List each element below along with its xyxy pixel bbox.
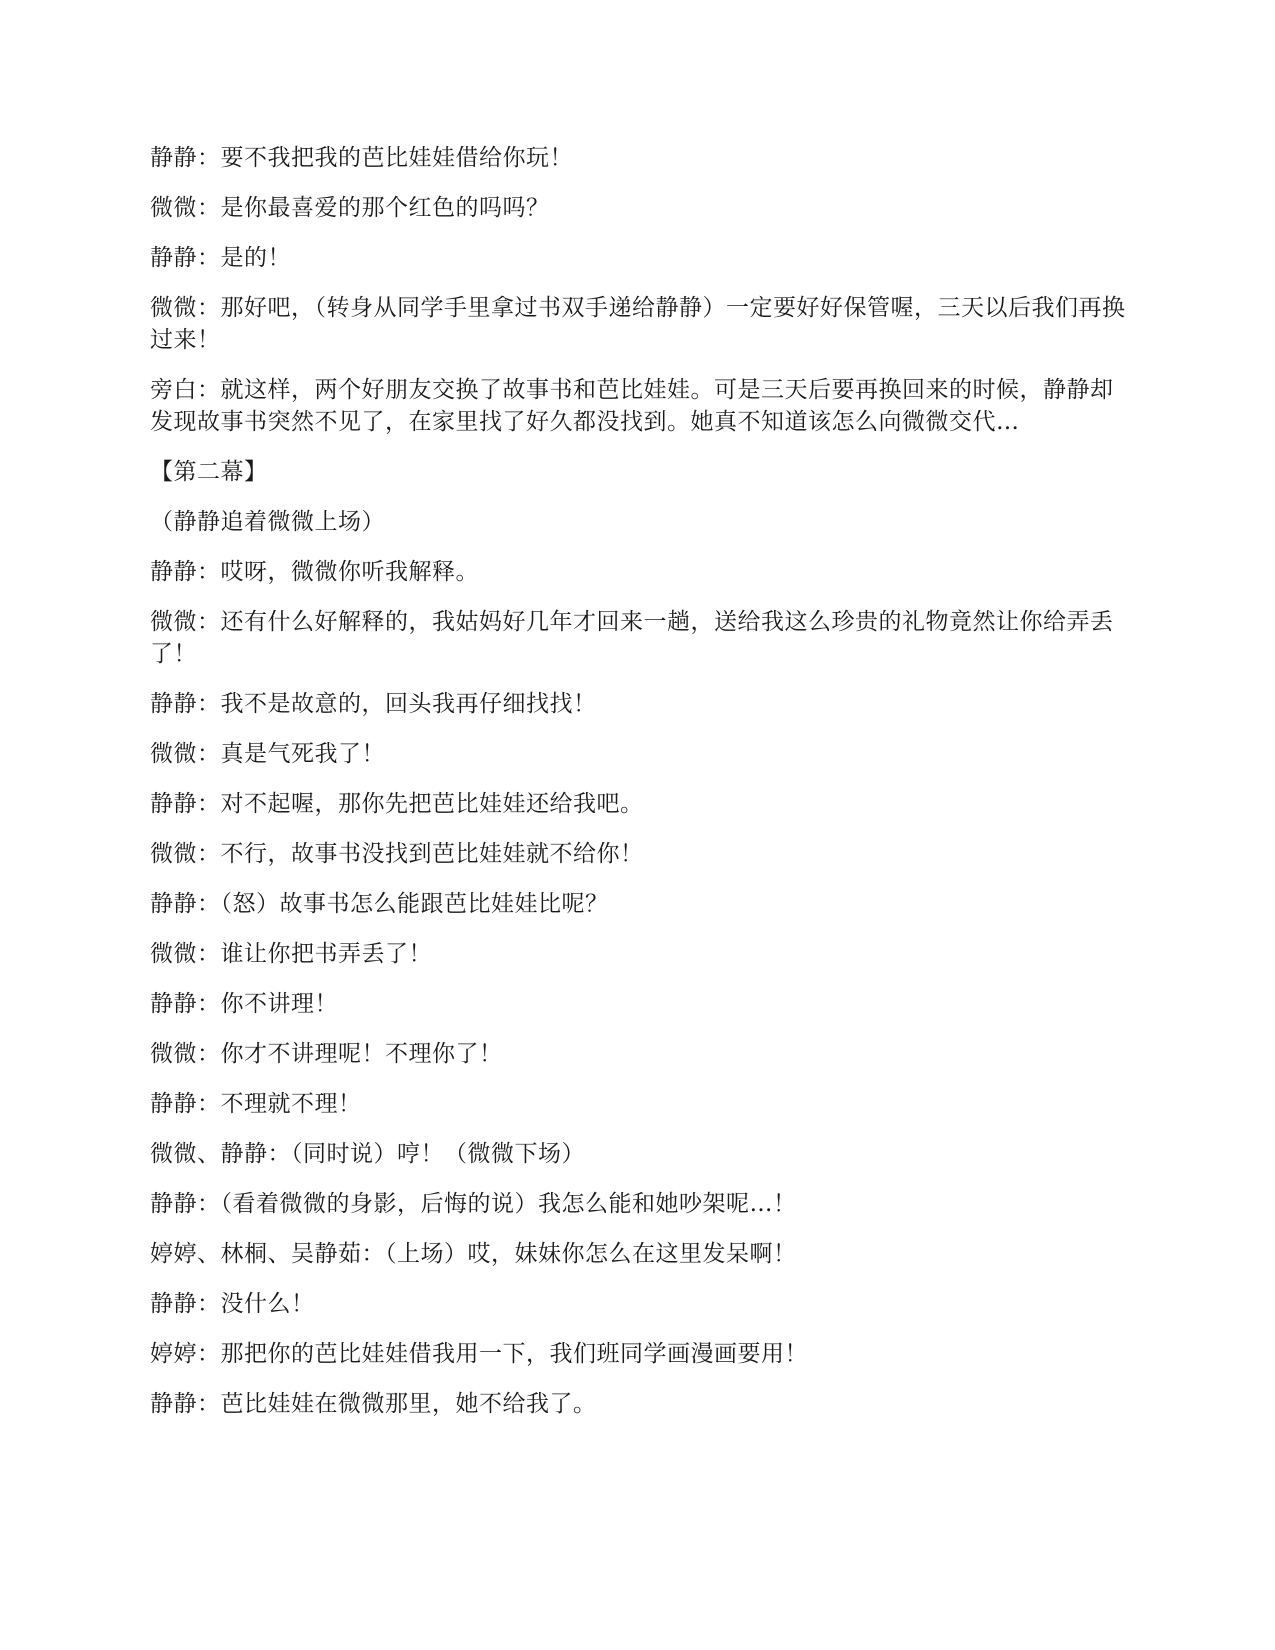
document-page (150, 142, 1130, 1438)
dialogue-line: 微微、静静：（同时说）哼！（微微下场） (150, 1141, 585, 1167)
stage-direction: （静静追着微微上场） (150, 509, 385, 535)
dialogue-line: 静静：没什么！ (150, 1291, 315, 1317)
dialogue-line: 微微：你才不讲理呢！不理你了！ (150, 1041, 503, 1067)
dialogue-line: 静静：不理就不理！ (150, 1091, 362, 1117)
dialogue-line: 静静：我不是故意的，回头我再仔细找找！ (150, 691, 597, 717)
dialogue-line: 微微：真是气死我了！ (150, 741, 385, 767)
dialogue-line: 微微：那好吧，（转身从同学手里拿过书双手递给静静）一定要好好保管喔，三天以后我们再换过来！ (150, 295, 1126, 353)
dialogue-line: 静静：你不讲理！ (150, 991, 338, 1017)
dialogue-line: 微微：谁让你把书弄丢了！ (150, 941, 432, 967)
narration-line: 旁白：就这样，两个好朋友交换了故事书和芭比娃娃。可是三天后要再换回来的时候，静静却发现故事书突然不见了，在家里找了好久都没找到。她真不知道该怎么向微微交代… (150, 377, 1114, 435)
dialogue-line: 静静：芭比娃娃在微微那里，她不给我了。 (150, 1391, 597, 1417)
dialogue-line: 静静：要不我把我的芭比娃娃借给你玩！ (150, 145, 573, 171)
act-heading: 【第二幕】 (150, 459, 268, 485)
dialogue-line: 婷婷、林桐、吴静茹：（上场）哎，妹妹你怎么在这里发呆啊！ (150, 1241, 797, 1267)
dialogue-line: 静静：哎呀，微微你听我解释。 (150, 559, 479, 585)
dialogue-line: 微微：是你最喜爱的那个红色的吗吗？ (150, 195, 550, 221)
dialogue-line: 微微：还有什么好解释的，我姑妈好几年才回来一趟，送给我这么珍贵的礼物竟然让你给弄丢了！ (150, 609, 1114, 667)
dialogue-line: 静静：对不起喔，那你先把芭比娃娃还给我吧。 (150, 791, 644, 817)
dialogue-line: 微微：不行，故事书没找到芭比娃娃就不给你！ (150, 841, 644, 867)
dialogue-line: 婷婷：那把你的芭比娃娃借我用一下，我们班同学画漫画要用！ (150, 1341, 808, 1367)
dialogue-line: 静静：是的！ (150, 245, 291, 271)
dialogue-line: 静静：（怒）故事书怎么能跟芭比娃娃比呢？ (150, 891, 609, 917)
dialogue-line: 静静：（看着微微的身影，后悔的说）我怎么能和她吵架呢…！ (150, 1191, 797, 1217)
